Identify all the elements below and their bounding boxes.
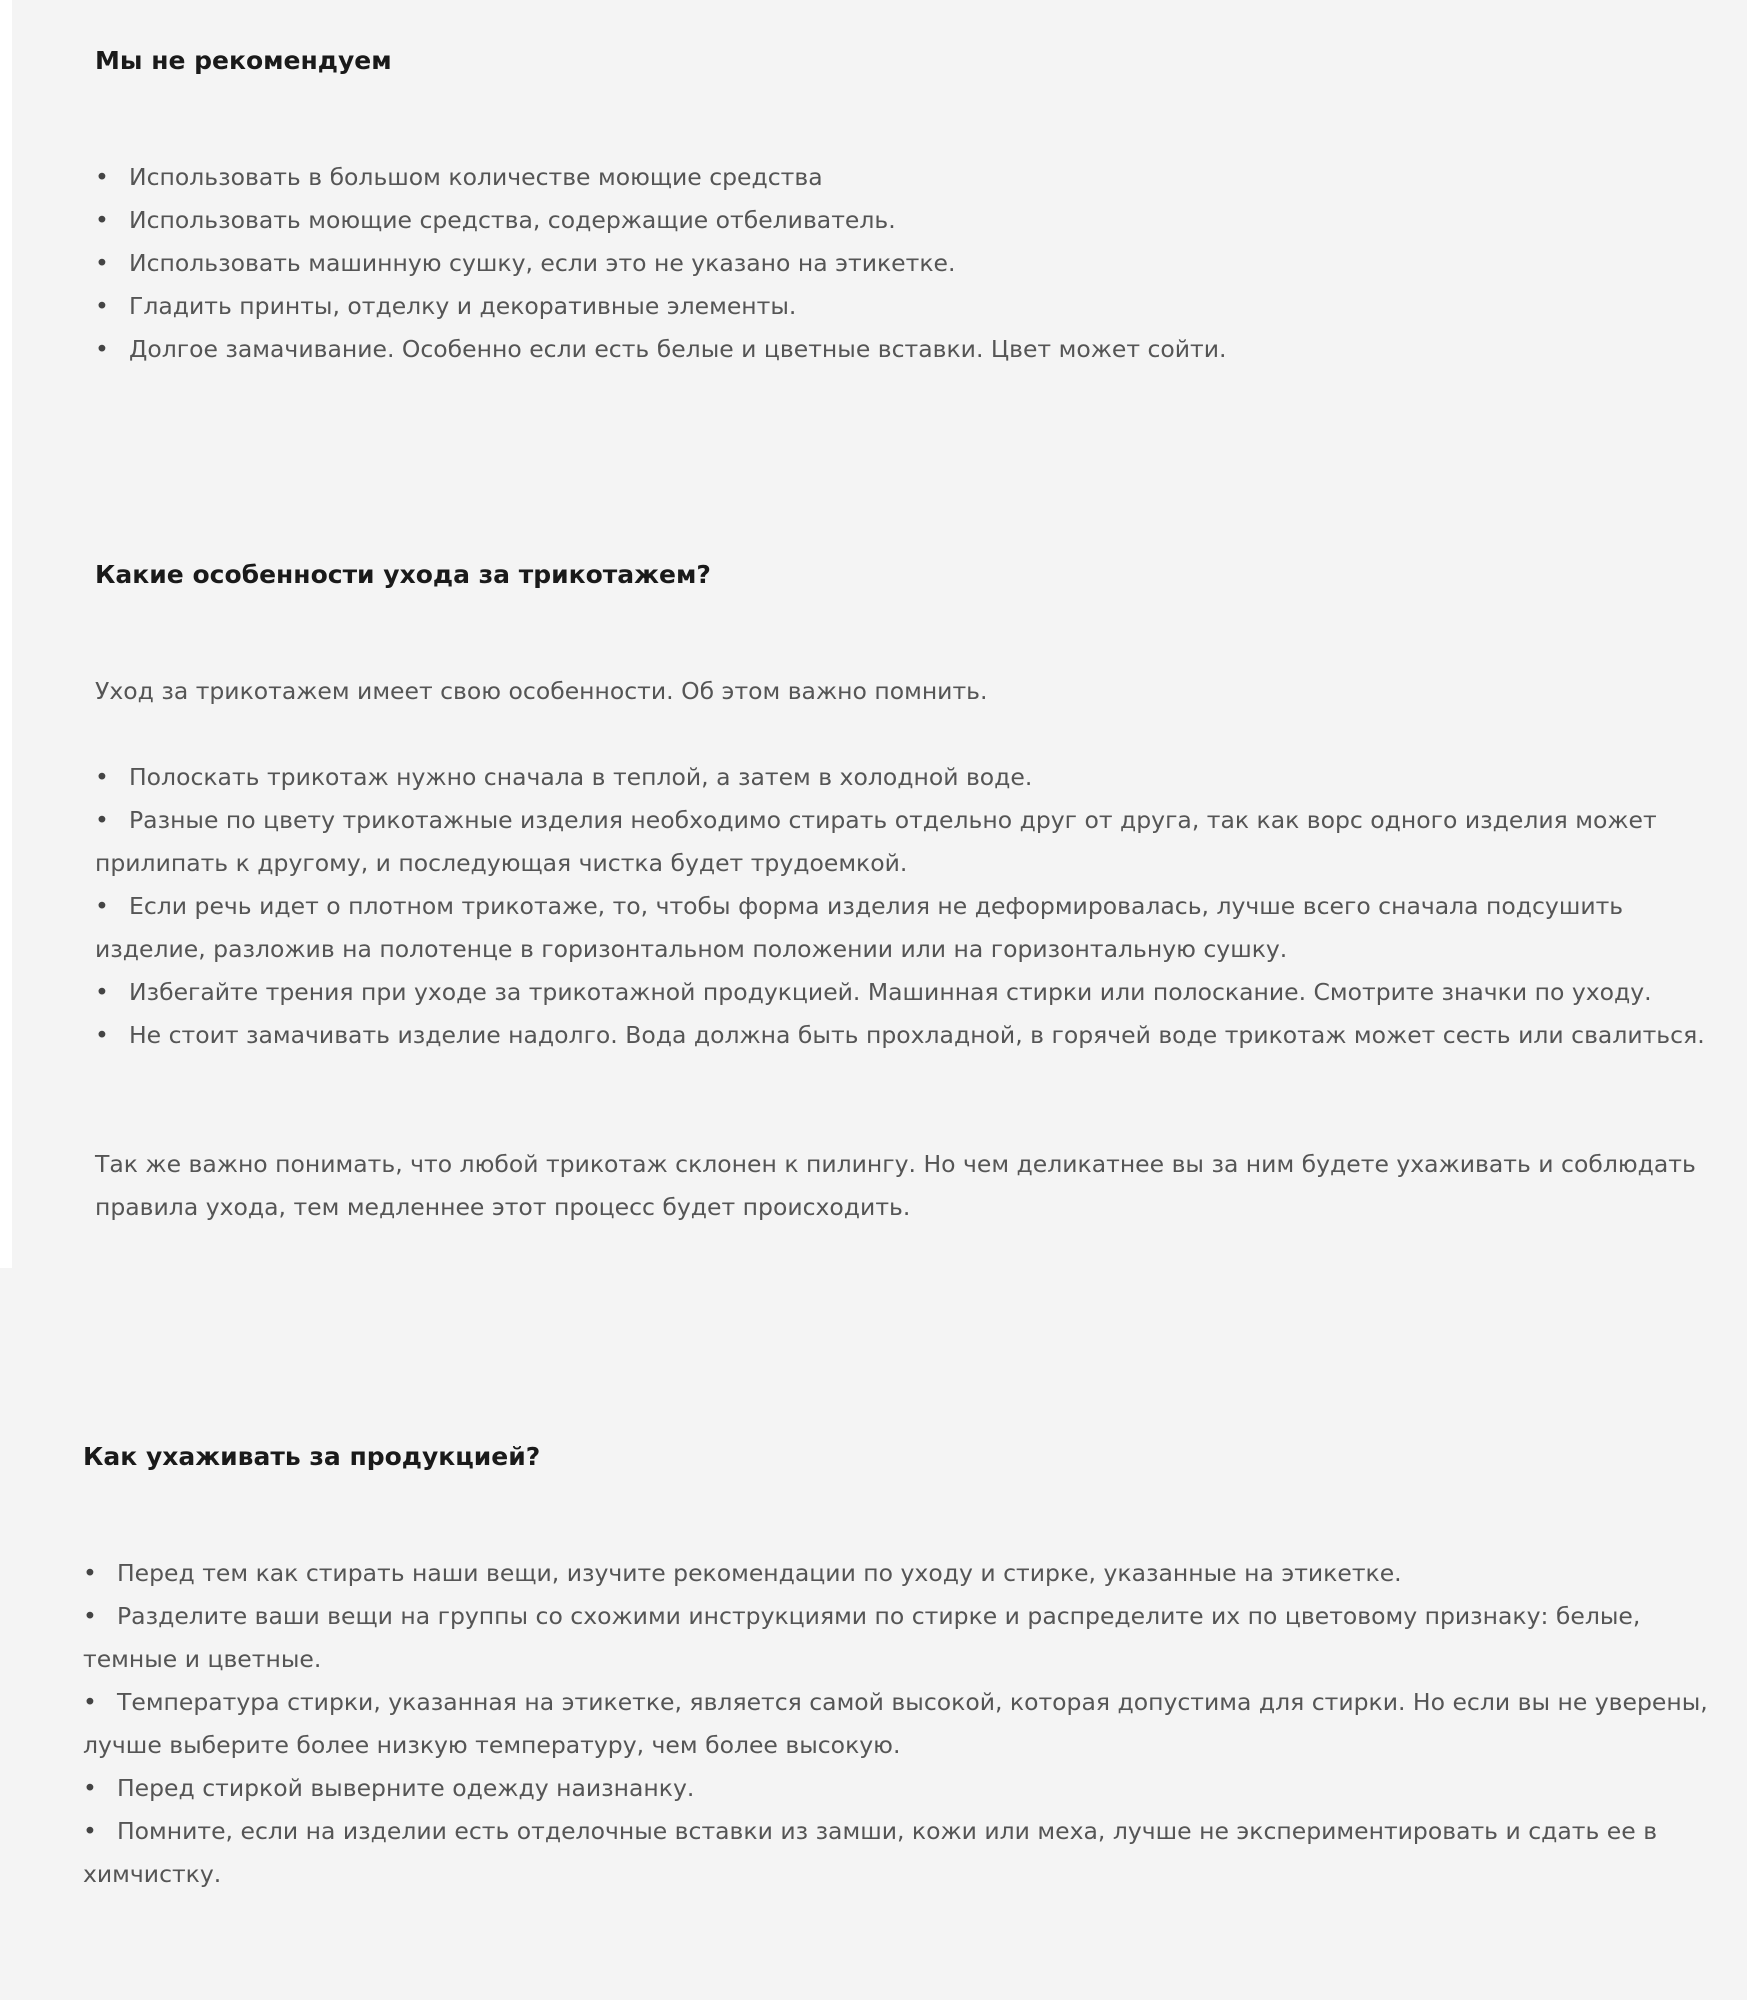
list-item xyxy=(83,1767,1718,1810)
list-item-text: Не стоит замачивать изделие надолго. Вода должна быть прохладной, в горячей воде трикотаж может сесть или свалиться. xyxy=(129,1021,1705,1049)
knitwear-intro: Уход за трикотажем имеет свою особенности. Об этом важно помнить. xyxy=(95,677,988,705)
section-title-not-recommended: Мы не рекомендуем xyxy=(95,46,392,75)
bullet-icon: • xyxy=(95,335,109,363)
list-item-text: Помните, если на изделии есть отделочные вставки из замши, кожи или меха, лучше не экспериментировать и сдать ее в химчистку. xyxy=(83,1817,1658,1888)
bullet-icon: • xyxy=(95,763,109,791)
bullet-icon: • xyxy=(83,1559,97,1587)
bullet-icon: • xyxy=(95,892,109,920)
knitwear-list xyxy=(95,756,1720,1057)
list-item xyxy=(95,242,1695,285)
list-item xyxy=(83,1595,1718,1681)
list-item-text: Температура стирки, указанная на этикетке, является самой высокой, которая допустима для стирки. Но если вы не уверены, лучше выберите более низкую температуру, чем более высокую. xyxy=(83,1688,1708,1759)
list-item xyxy=(95,799,1720,885)
bullet-icon: • xyxy=(95,978,109,1006)
list-item xyxy=(95,285,1695,328)
bullet-icon: • xyxy=(83,1602,97,1630)
list-item-text: Если речь идет о плотном трикотаже, то, чтобы форма изделия не деформировалась, лучше всего сначала подсушить изделие, разложив на полотенце в горизонтальном положении или на горизонтальную сушку. xyxy=(95,892,1624,963)
list-item-text: Использовать в большом количестве моющие средства xyxy=(129,163,823,191)
bullet-icon: • xyxy=(95,292,109,320)
bullet-icon: • xyxy=(83,1688,97,1716)
list-item xyxy=(95,156,1695,199)
list-item xyxy=(83,1810,1718,1896)
list-item-text: Долгое замачивание. Особенно если есть белые и цветные вставки. Цвет может сойти. xyxy=(129,335,1227,363)
list-item-text: Гладить принты, отделку и декоративные элементы. xyxy=(129,292,797,320)
knitwear-outro: Так же важно понимать, что любой трикотаж склонен к пилингу. Но чем деликатнее вы за ним будете ухаживать и соблюдать правила ухода, тем медленнее этот процесс будет происходить. xyxy=(95,1150,1696,1221)
bullet-icon: • xyxy=(95,249,109,277)
bullet-icon: • xyxy=(83,1817,97,1845)
list-item xyxy=(95,885,1720,971)
list-item xyxy=(83,1681,1718,1767)
bullet-icon: • xyxy=(95,806,109,834)
list-item xyxy=(95,1014,1720,1057)
list-item-text: Избегайте трения при уходе за трикотажной продукцией. Машинная стирки или полоскание. Смотрите значки по уходу. xyxy=(129,978,1652,1006)
list-item-text: Использовать моющие средства, содержащие отбеливатель. xyxy=(129,206,896,234)
list-item xyxy=(95,199,1695,242)
list-item-text: Использовать машинную сушку, если это не указано на этикетке. xyxy=(129,249,956,277)
bullet-icon: • xyxy=(83,1774,97,1802)
not-recommended-list xyxy=(95,156,1695,371)
section-title-product-care: Как ухаживать за продукцией? xyxy=(83,1442,541,1471)
list-item xyxy=(83,1552,1718,1595)
product-care-list xyxy=(83,1552,1718,1896)
bullet-icon: • xyxy=(95,163,109,191)
list-item-text: Перед тем как стирать наши вещи, изучите рекомендации по уходу и стирке, указанные на этикетке. xyxy=(117,1559,1402,1587)
bullet-icon: • xyxy=(95,206,109,234)
list-item-text: Полоскать трикотаж нужно сначала в теплой, а затем в холодной воде. xyxy=(129,763,1033,791)
list-item xyxy=(95,328,1695,371)
list-item-text: Разные по цвету трикотажные изделия необходимо стирать отдельно друг от друга, так как ворс одного изделия может прилипать к другому, и последующая чистка будет трудоемкой. xyxy=(95,806,1657,877)
list-item xyxy=(95,971,1720,1014)
bullet-icon: • xyxy=(95,1021,109,1049)
list-item-text: Перед стиркой выверните одежду наизнанку. xyxy=(117,1774,695,1802)
section-title-knitwear: Какие особенности ухода за трикотажем? xyxy=(95,560,711,589)
list-item xyxy=(95,756,1720,799)
list-item-text: Разделите ваши вещи на группы со схожими инструкциями по стирке и распределите их по цветовому признаку: белые, темные и цветные. xyxy=(83,1602,1641,1673)
